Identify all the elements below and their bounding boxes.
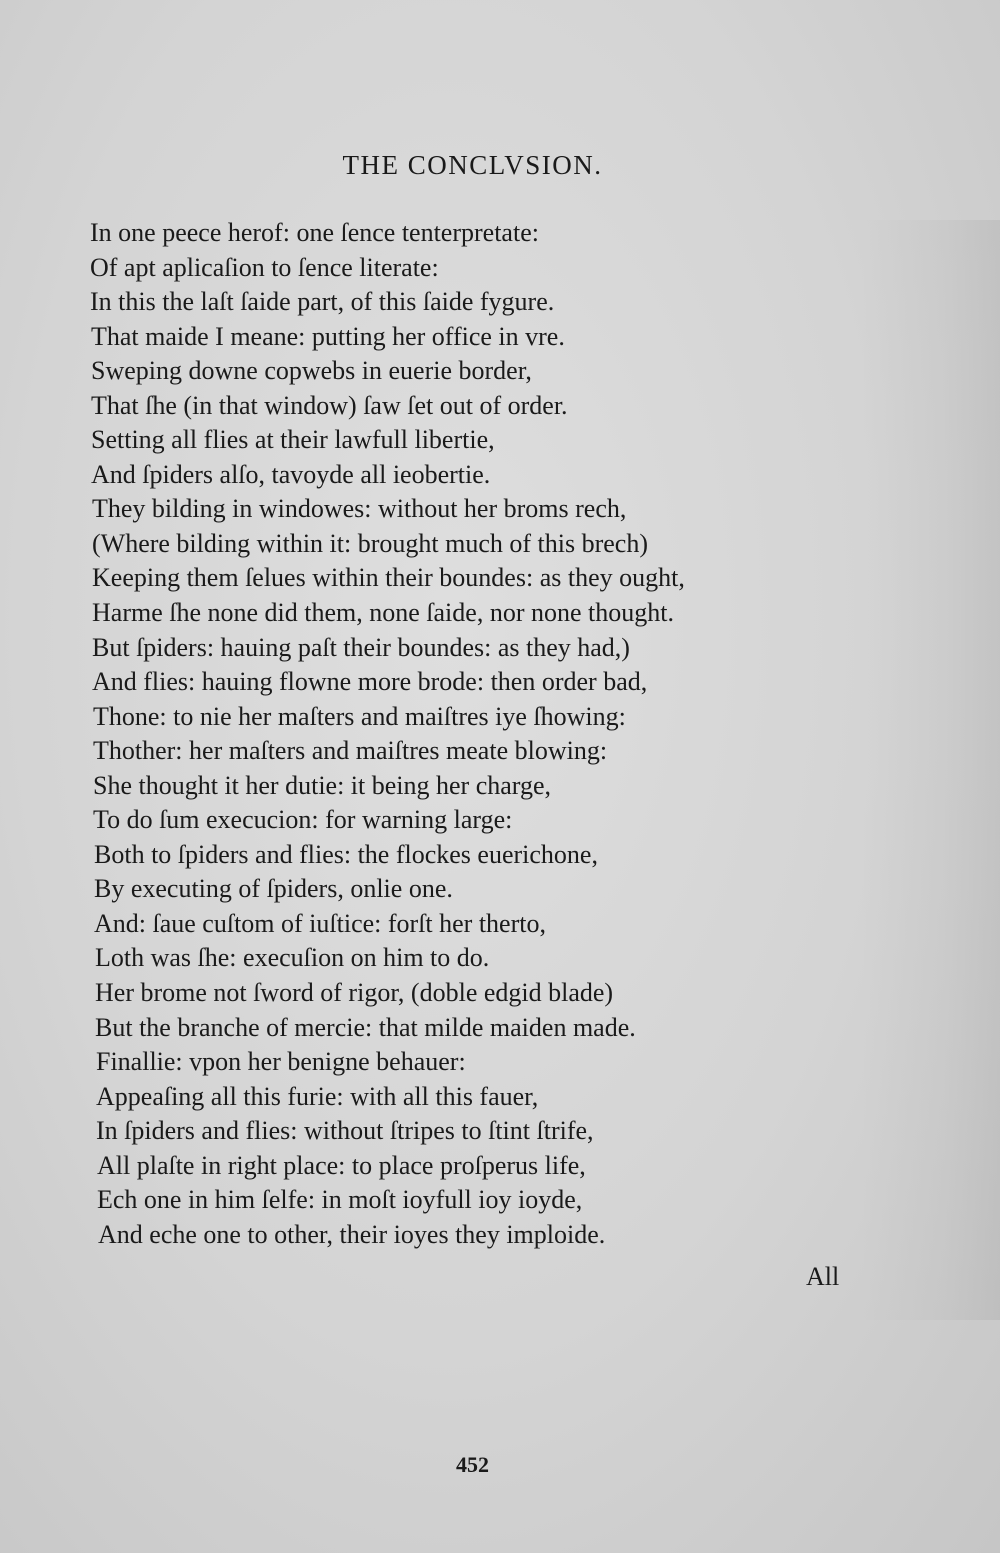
poem-line: Harme ſhe none did them, none ſaide, nor none thought. xyxy=(92,598,674,628)
poem-line: And: ſaue cuſtom of iuſtice: forſt her therto, xyxy=(94,908,546,938)
poem-line: Sweping downe copwebs in euerie border, xyxy=(91,356,532,386)
page-title: THE CONCLVSION. xyxy=(342,150,603,180)
poem-line: Both to ſpiders and flies: the flockes euerichone, xyxy=(94,839,598,869)
poem-line: Setting all flies at their lawfull libertie, xyxy=(91,425,495,455)
poem-line: In one peece herof: one ſence tenterpretate: xyxy=(90,218,539,247)
poem-line: All plaſte in right place: to place proſperus life, xyxy=(97,1150,586,1180)
poem-line: Ech one in him ſelfe: in moſt ioyfull ioy ioyde, xyxy=(97,1185,583,1215)
poem-line: She thought it her dutie: it being her charge, xyxy=(93,770,552,800)
poem-line: Her brome not ſword of rigor, (doble edgid blade) xyxy=(95,978,614,1008)
poem-line: That maide I meane: putting her office in vre. xyxy=(91,321,565,351)
page-number: 452 xyxy=(456,1452,489,1477)
poem-line: Finallie: vpon her benigne behauer: xyxy=(96,1047,466,1077)
poem-line: In this the laſt ſaide part, of this ſaide fygure. xyxy=(90,287,555,317)
poem-line: In ſpiders and flies: without ſtripes to ſtint ſtrife, xyxy=(96,1116,594,1146)
poem-line: (Where bilding within it: brought much of this brech) xyxy=(92,528,648,558)
poem-line: By executing of ſpiders, onlie one. xyxy=(94,874,453,904)
poem-line: Thone: to nie her maſters and maiſtres iye ſhowing: xyxy=(93,701,626,731)
poem-line: Thother: her maſters and maiſtres meate blowing: xyxy=(93,736,608,766)
poem-line: Loth was ſhe: execuſion on him to do. xyxy=(95,943,490,973)
poem-line: Appeaſing all this furie: with all this fauer, xyxy=(96,1081,539,1111)
poem-line: Keeping them ſelues within their boundes: as they ought, xyxy=(92,563,685,593)
poem-line: But the branche of mercie: that milde maiden made. xyxy=(95,1012,636,1042)
poem-line: That ſhe (in that window) ſaw ſet out of order. xyxy=(91,390,568,420)
catchword: All xyxy=(806,1262,840,1291)
poem-line: And flies: hauing flowne more brode: then order bad, xyxy=(92,667,648,697)
poem-line: To do ſum execucion: for warning large: xyxy=(93,805,513,835)
poem-line: Of apt aplicaſion to ſence literate: xyxy=(90,252,439,282)
poem-line: But ſpiders: hauing paſt their boundes: as they had,) xyxy=(92,632,630,662)
poem-body xyxy=(90,216,890,1252)
poem-line: And eche one to other, their ioyes they imploide. xyxy=(98,1219,606,1249)
poem-line: And ſpiders alſo, tavoyde all ieobertie. xyxy=(91,459,491,489)
poem-line: They bilding in windowes: without her broms rech, xyxy=(92,494,627,524)
